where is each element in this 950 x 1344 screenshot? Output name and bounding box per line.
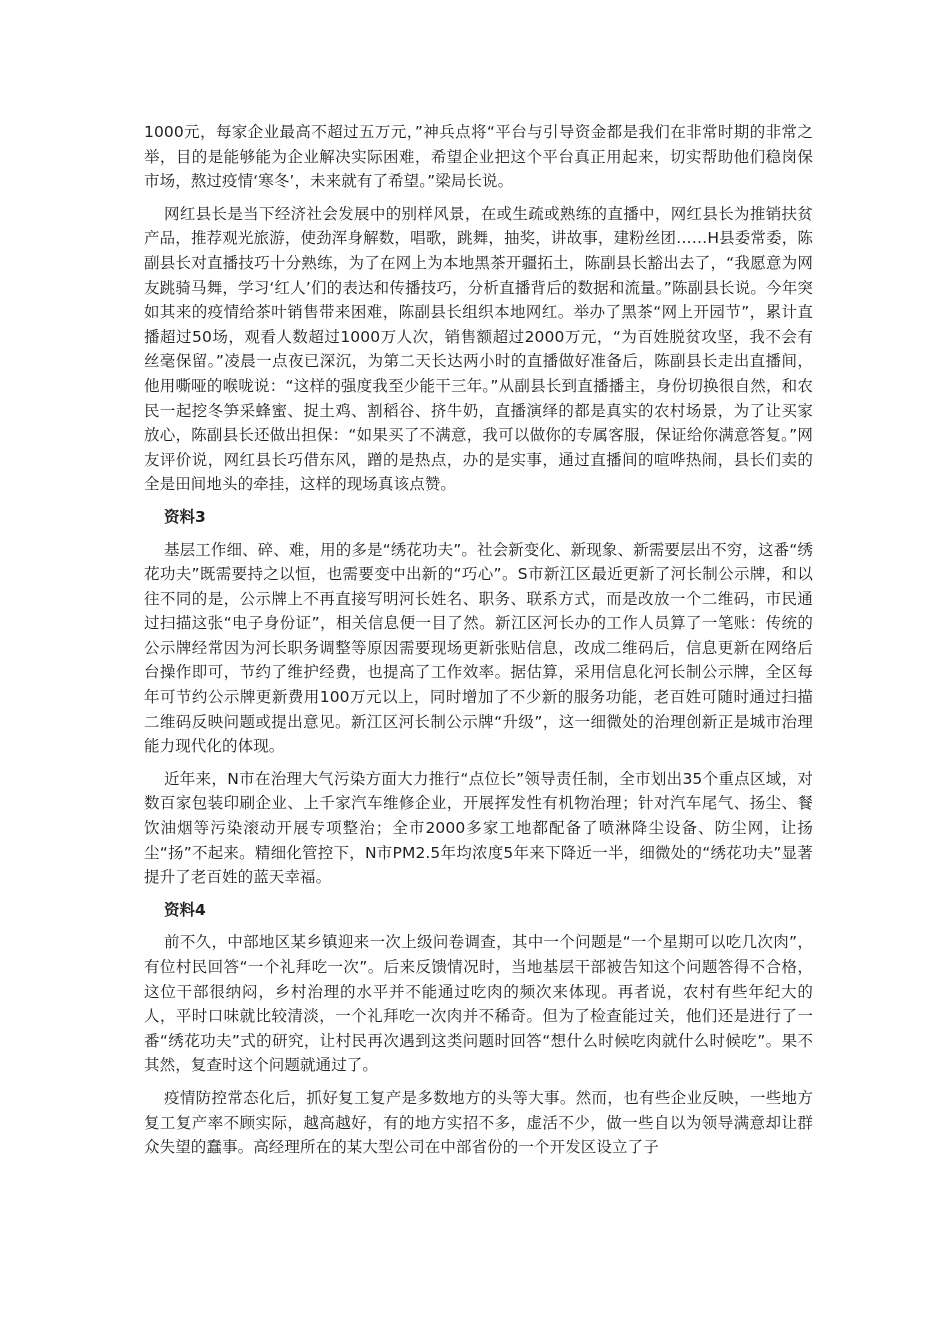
paragraph-survey-meat: 前不久，中部地区某乡镇迎来一次上级问卷调查，其中一个问题是“一个星期可以吃几次肉”，有位村民回答“一个礼拜吃一次”。后来反馈情况时，当地基层干部被告知这个问题答得不合格，这位干部很纳闷，乡村治理的水平并不能通过吃肉的频次来体现。再者说，农村有些年纪大的人，平时口味就比较清淡，一个礼拜吃一次肉并不稀奇。但为了检查能过关，他们还是进行了一番“绣花功夫”式的研究，让村民再次遇到这类问题时回答“想什么时候吃肉就什么时候吃”。果不其然，复查时这个问题就通过了。: [144, 933, 813, 1075]
paragraph-resumption-work: 疫情防控常态化后，抓好复工复产是多数地方的头等大事。然而，也有些企业反映，一些地方复工复产率不顾实际，越高越好，有的地方实招不多，虚活不少，做一些自以为领导满意却让群众失望的蠢事。高经理所在的某大型公司在中部省份的一个开发区设立了子: [144, 1088, 813, 1157]
paragraph-continued: 1000元，每家企业最高不超过五万元，”神兵点将“平台与引导资金都是我们在非常时期的非常之举，目的是能够能为企业解决实际困难，希望企业把这个平台真正用起来，切实帮助他们稳岗保市场，熬过疫情‘寒冬’，未来就有了希望。”梁局长说。: [144, 123, 813, 191]
paragraph-river-chief-sign: 基层工作细、碎、难，用的多是“绣花功夫”。社会新变化、新现象、新需要层出不穷，这番“绣花功夫”既需要持之以恒，也需要变中出新的“巧心”。S市新江区最近更新了河长制公示牌，和以往不同的是，公示牌上不再直接写明河长姓名、职务、联系方式，而是改放一个二维码，市民通过扫描这张“电子身份证”，相关信息便一目了然。新江区河长办的工作人员算了一笔账：传统的公示牌经常因为河长职务调整等原因需要现场更新张贴信息，改成二维码后，信息更新在网络后台操作即可，节约了维护经费，也提高了工作效率。据估算，采用信息化河长制公示牌，全区每年可节约公示牌更新费用100万元以上，同时增加了不少新的服务功能，老百姓可随时通过扫描二维码反映问题或提出意见。新江区河长制公示牌“升级”，这一细微处的治理创新正是城市治理能力现代化的体现。: [144, 540, 813, 756]
paragraph-air-pollution: 近年来，N市在治理大气污染方面大力推行“点位长”领导责任制，全市划出35个重点区域，对数百家包装印刷企业、上千家汽车维修企业，开展挥发性有机物治理；针对汽车尾气、扬尘、餐饮油烟等污染滚动开展专项整治；全市2000多家工地都配备了喷淋降尘设备、防尘网，让扬尘“扬”不起来。精细化管控下，N市PM2.5年均浓度5年来下降近一半，细微处的“绣花功夫”显著提升了老百姓的蓝天幸福。: [144, 769, 813, 887]
paragraph-internet-county-head: 网红县长是当下经济社会发展中的别样风景，在或生疏或熟练的直播中，网红县长为推销扶贫产品，推荐观光旅游，使劲浑身解数，唱歌，跳舞，抽奖，讲故事，建粉丝团……H县委常委，陈副县长对直播技巧十分熟练，为了在网上为本地黑茶开疆拓土，陈副县长豁出去了，“我愿意为网友跳骑马舞，学习‘红人’们的表达和传播技巧，分析直播背后的数据和流量。”陈副县长说。今年突如其来的疫情给茶叶销售带来困难，陈副县长组织本地网红。举办了黑茶“网上开园节”，累计直播超过50场，观看人数超过1000万人次，销售额超过2000万元，“为百姓脱贫攻坚，我不会有丝毫保留。”凌晨一点夜已深沉，为第二天长达两小时的直播做好准备后，陈副县长走出直播间，他用嘶哑的喉咙说：“这样的强度我至少能干三年。”从副县长到直播播主，身份切换很自然，和农民一起挖冬笋采蜂蜜、捉土鸡、割稻谷、挤牛奶，直播演绎的都是真实的农村场景，为了让买家放心，陈副县长还做出担保：“如果买了不满意，我可以做你的专属客服，保证给你满意答复。”网友评价说，网红县长巧借东风，蹭的是热点，办的是实事，通过直播间的喧哗热闹，县长们卖的全是田间地头的牵挂，这样的现场真该点赞。: [144, 204, 813, 494]
document-page: [144, 120, 813, 1160]
section-heading-material-3: 资料3: [164, 507, 206, 526]
section-heading-material-4: 资料4: [164, 900, 206, 919]
